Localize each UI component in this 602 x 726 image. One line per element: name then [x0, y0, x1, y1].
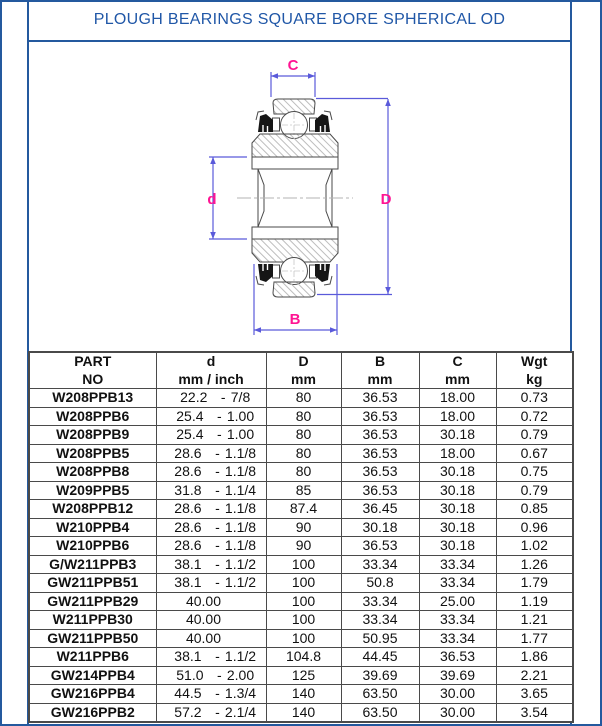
width-b-cell: 63.50	[341, 685, 419, 704]
weight-cell: 0.75	[496, 463, 573, 482]
width-b-cell: 30.18	[341, 518, 419, 537]
width-b-cell: 36.53	[341, 444, 419, 463]
table-row	[29, 537, 573, 556]
part-no-cell: W208PPB9	[29, 426, 156, 445]
outer-dia-cell: 90	[266, 537, 341, 556]
page-title: PLOUGH BEARINGS SQUARE BORE SPHERICAL OD	[93, 11, 506, 28]
col-header-d-outer: D mm	[266, 352, 341, 389]
width-c-cell: 30.00	[419, 685, 496, 704]
outer-dia-cell: 87.4	[266, 500, 341, 519]
width-b-cell: 36.53	[341, 389, 419, 408]
part-no-cell: W211PPB6	[29, 648, 156, 667]
bore-dia-cell: 28.6 - 1.1/8	[156, 463, 266, 482]
col-header-part: PART NO	[29, 352, 156, 389]
outer-dia-cell: 100	[266, 592, 341, 611]
outer-dia-cell: 100	[266, 629, 341, 648]
width-b-cell: 39.69	[341, 666, 419, 685]
width-c-cell: 36.53	[419, 648, 496, 667]
width-b-cell: 36.53	[341, 463, 419, 482]
dim-label-d-bore: d	[207, 191, 217, 208]
width-c-cell: 33.34	[419, 611, 496, 630]
width-b-cell: 36.53	[341, 407, 419, 426]
width-b-cell: 50.8	[341, 574, 419, 593]
part-no-cell: W208PPB6	[29, 407, 156, 426]
outer-dia-cell: 80	[266, 426, 341, 445]
bore-dia-cell: 22.2 - 7/8	[156, 389, 266, 408]
outer-dia-cell: 80	[266, 444, 341, 463]
table-row	[29, 518, 573, 537]
bore-dia-cell: 31.8 - 1.1/4	[156, 481, 266, 500]
width-c-cell: 30.18	[419, 500, 496, 519]
part-no-cell: GW211PPB51	[29, 574, 156, 593]
col-header-c: C mm	[419, 352, 496, 389]
bearing-cross-section-diagram	[185, 54, 415, 346]
width-c-cell: 30.00	[419, 703, 496, 722]
table-row	[29, 592, 573, 611]
width-b-cell: 33.34	[341, 592, 419, 611]
weight-cell: 0.73	[496, 389, 573, 408]
weight-cell: 1.21	[496, 611, 573, 630]
bore-dia-cell: 38.1 - 1.1/2	[156, 648, 266, 667]
part-no-cell: W208PPB12	[29, 500, 156, 519]
part-no-cell: W208PPB13	[29, 389, 156, 408]
outer-dia-cell: 140	[266, 685, 341, 704]
width-b-cell: 36.53	[341, 426, 419, 445]
bore-dia-cell: 44.5 - 1.3/4	[156, 685, 266, 704]
table-row	[29, 407, 573, 426]
weight-cell: 1.02	[496, 537, 573, 556]
table-row	[29, 444, 573, 463]
width-b-cell: 63.50	[341, 703, 419, 722]
table-header-row	[29, 352, 573, 389]
weight-cell: 0.79	[496, 481, 573, 500]
weight-cell: 2.21	[496, 666, 573, 685]
weight-cell: 0.67	[496, 444, 573, 463]
width-c-cell: 30.18	[419, 463, 496, 482]
parts-table	[28, 351, 574, 723]
part-no-cell: GW216PPB2	[29, 703, 156, 722]
part-no-cell: W208PPB5	[29, 444, 156, 463]
width-c-cell: 30.18	[419, 481, 496, 500]
width-b-cell: 36.45	[341, 500, 419, 519]
bore-dia-cell: 40.00	[156, 629, 266, 648]
outer-dia-cell: 100	[266, 574, 341, 593]
table-row	[29, 666, 573, 685]
part-no-cell: W211PPB30	[29, 611, 156, 630]
width-c-cell: 39.69	[419, 666, 496, 685]
width-c-cell: 30.18	[419, 537, 496, 556]
width-b-cell: 50.95	[341, 629, 419, 648]
outer-dia-cell: 80	[266, 389, 341, 408]
outer-dia-cell: 140	[266, 703, 341, 722]
bore-dia-cell: 40.00	[156, 592, 266, 611]
weight-cell: 3.65	[496, 685, 573, 704]
width-c-cell: 18.00	[419, 407, 496, 426]
outer-dia-cell: 125	[266, 666, 341, 685]
weight-cell: 0.72	[496, 407, 573, 426]
outer-dia-cell: 80	[266, 463, 341, 482]
part-no-cell: GW214PPB4	[29, 666, 156, 685]
weight-cell: 0.85	[496, 500, 573, 519]
width-b-cell: 44.45	[341, 648, 419, 667]
bore-dia-cell: 51.0 - 2.00	[156, 666, 266, 685]
width-c-cell: 30.18	[419, 518, 496, 537]
width-c-cell: 25.00	[419, 592, 496, 611]
table-row	[29, 629, 573, 648]
table-row	[29, 648, 573, 667]
table-row	[29, 574, 573, 593]
width-b-cell: 33.34	[341, 611, 419, 630]
part-no-cell: W208PPB8	[29, 463, 156, 482]
table-row	[29, 703, 573, 722]
col-header-b: B mm	[341, 352, 419, 389]
width-b-cell: 36.53	[341, 537, 419, 556]
part-no-cell: W209PPB5	[29, 481, 156, 500]
table-row	[29, 463, 573, 482]
bore-dia-cell: 57.2 - 2.1/4	[156, 703, 266, 722]
table-row	[29, 611, 573, 630]
bore-dia-cell: 25.4 - 1.00	[156, 407, 266, 426]
bore-dia-cell: 28.6 - 1.1/8	[156, 537, 266, 556]
weight-cell: 1.77	[496, 629, 573, 648]
part-no-cell: W210PPB6	[29, 537, 156, 556]
weight-cell: 1.79	[496, 574, 573, 593]
table-row	[29, 555, 573, 574]
width-c-cell: 33.34	[419, 555, 496, 574]
outer-dia-cell: 100	[266, 611, 341, 630]
header-divider	[27, 40, 572, 42]
outer-dia-cell: 85	[266, 481, 341, 500]
bore-dia-cell: 38.1 - 1.1/2	[156, 574, 266, 593]
col-header-wgt: Wgt kg	[496, 352, 573, 389]
table-row	[29, 389, 573, 408]
width-c-cell: 18.00	[419, 389, 496, 408]
bore-dia-cell: 28.6 - 1.1/8	[156, 444, 266, 463]
outer-dia-cell: 100	[266, 555, 341, 574]
table-row	[29, 426, 573, 445]
bore-dia-cell: 28.6 - 1.1/8	[156, 518, 266, 537]
weight-cell: 0.79	[496, 426, 573, 445]
table-row	[29, 500, 573, 519]
weight-cell: 1.26	[496, 555, 573, 574]
width-c-cell: 18.00	[419, 444, 496, 463]
bore-dia-cell: 38.1 - 1.1/2	[156, 555, 266, 574]
weight-cell: 1.86	[496, 648, 573, 667]
dim-label-b: B	[289, 311, 301, 328]
outer-dia-cell: 80	[266, 407, 341, 426]
dim-label-c: C	[287, 57, 299, 74]
part-no-cell: W210PPB4	[29, 518, 156, 537]
weight-cell: 0.96	[496, 518, 573, 537]
width-b-cell: 33.34	[341, 555, 419, 574]
part-no-cell: G/W211PPB3	[29, 555, 156, 574]
width-c-cell: 33.34	[419, 629, 496, 648]
weight-cell: 1.19	[496, 592, 573, 611]
part-no-cell: GW216PPB4	[29, 685, 156, 704]
weight-cell: 3.54	[496, 703, 573, 722]
bore-dia-cell: 40.00	[156, 611, 266, 630]
outer-dia-cell: 104.8	[266, 648, 341, 667]
part-no-cell: GW211PPB50	[29, 629, 156, 648]
bore-dia-cell: 25.4 - 1.00	[156, 426, 266, 445]
width-b-cell: 36.53	[341, 481, 419, 500]
col-header-d-bore: d mm / inch	[156, 352, 266, 389]
table-row	[29, 685, 573, 704]
table-row	[29, 481, 573, 500]
width-c-cell: 30.18	[419, 426, 496, 445]
parts-table-body	[29, 389, 573, 723]
outer-dia-cell: 90	[266, 518, 341, 537]
part-no-cell: GW211PPB29	[29, 592, 156, 611]
bore-dia-cell: 28.6 - 1.1/8	[156, 500, 266, 519]
dim-label-d-outer: D	[380, 191, 392, 208]
width-c-cell: 33.34	[419, 574, 496, 593]
